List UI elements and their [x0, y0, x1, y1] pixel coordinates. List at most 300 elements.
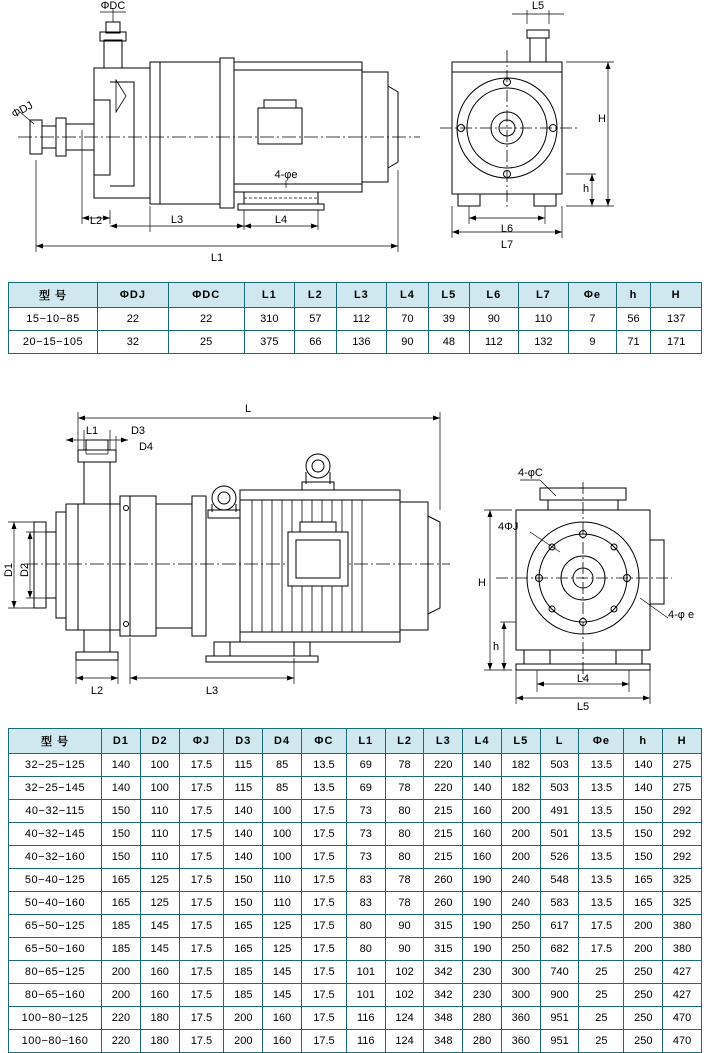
- cell: 145: [140, 938, 179, 961]
- cell: 160: [463, 800, 502, 823]
- label-h-upper: H: [598, 113, 606, 125]
- cell: 17.5: [179, 938, 224, 961]
- th-d4: D4: [263, 729, 302, 754]
- cell: 17.5: [301, 869, 346, 892]
- cell: 220: [424, 754, 463, 777]
- cell: 280: [463, 1030, 502, 1053]
- large-model-spec-table: [8, 728, 702, 1053]
- cell: 13.5: [579, 777, 624, 800]
- cell: 137: [651, 308, 702, 331]
- cell: 140: [224, 800, 263, 823]
- cell: 112: [470, 331, 519, 354]
- th-phi-e: Φe: [569, 283, 616, 308]
- cell: 140: [224, 846, 263, 869]
- cell: 17.5: [179, 754, 224, 777]
- cell: 25: [579, 961, 624, 984]
- th-l4: L4: [463, 729, 502, 754]
- cell: 32: [98, 331, 169, 354]
- cell: 90: [470, 308, 519, 331]
- cell: 39: [428, 308, 469, 331]
- cell: 951: [540, 1030, 579, 1053]
- cell: 215: [424, 846, 463, 869]
- cell: 165: [624, 869, 663, 892]
- cell: 165: [102, 869, 141, 892]
- cell: 57: [295, 308, 336, 331]
- cell: 145: [263, 984, 302, 1007]
- label-l2: L2: [90, 685, 104, 697]
- cell: 150: [102, 823, 141, 846]
- cell: 140: [102, 754, 141, 777]
- cell: 13.5: [579, 892, 624, 915]
- th-h-lower: h: [624, 729, 663, 754]
- cell: 13.5: [579, 823, 624, 846]
- cell: 78: [385, 754, 424, 777]
- large-pump-assembly-drawing: [0, 392, 710, 712]
- cell: 185: [102, 938, 141, 961]
- th-phi-c: ΦC: [301, 729, 346, 754]
- cell: 17.5: [179, 984, 224, 1007]
- cell: 250: [501, 938, 540, 961]
- th-h-lower: h: [616, 283, 651, 308]
- cell: 17.5: [301, 800, 346, 823]
- cell: 348: [424, 1030, 463, 1053]
- cell: 25: [579, 1030, 624, 1053]
- cell: 25: [168, 331, 244, 354]
- cell: 182: [501, 777, 540, 800]
- cell: 110: [140, 800, 179, 823]
- cell: 200: [501, 823, 540, 846]
- label-phi-dj: ΦDJ: [9, 99, 36, 121]
- cell: 17.5: [179, 915, 224, 938]
- label-l6: L6: [500, 223, 514, 235]
- cell: 200: [624, 938, 663, 961]
- table-header-row: [9, 729, 702, 754]
- cell: 48: [428, 331, 469, 354]
- cell: 80: [346, 915, 385, 938]
- cell: 682: [540, 938, 579, 961]
- cell: 13.5: [579, 846, 624, 869]
- cell: 165: [624, 892, 663, 915]
- cell: 116: [346, 1030, 385, 1053]
- cell: 275: [663, 754, 702, 777]
- cell: 115: [224, 777, 263, 800]
- label-4-phi-e: 4-φ e: [668, 609, 695, 621]
- cell-model: 100−80−125: [9, 1007, 102, 1030]
- cell: 526: [540, 846, 579, 869]
- cell: 150: [624, 846, 663, 869]
- cell: 240: [501, 869, 540, 892]
- th-phi-j: ΦJ: [179, 729, 224, 754]
- cell: 292: [663, 823, 702, 846]
- th-l3: L3: [424, 729, 463, 754]
- cell: 69: [346, 777, 385, 800]
- cell: 325: [663, 892, 702, 915]
- cell: 73: [346, 823, 385, 846]
- cell: 150: [102, 800, 141, 823]
- cell: 124: [385, 1030, 424, 1053]
- label-d4: D4: [138, 441, 154, 453]
- cell: 110: [140, 846, 179, 869]
- label-l5: L5: [531, 0, 545, 12]
- cell: 17.5: [301, 984, 346, 1007]
- label-d2: D2: [19, 562, 31, 578]
- label-4-phi-e: 4-φe: [274, 169, 298, 181]
- cell: 90: [385, 938, 424, 961]
- cell: 73: [346, 846, 385, 869]
- cell: 200: [224, 1007, 263, 1030]
- label-d3: D3: [130, 425, 146, 437]
- table-header-row: [9, 283, 702, 308]
- cell: 25: [579, 984, 624, 1007]
- th-phi-dc: ΦDC: [168, 283, 244, 308]
- small-model-spec-table: [8, 282, 702, 354]
- cell: 13.5: [579, 754, 624, 777]
- cell: 200: [501, 800, 540, 823]
- table-row: [9, 823, 702, 846]
- cell: 17.5: [301, 915, 346, 938]
- cell: 90: [387, 331, 428, 354]
- cell: 124: [385, 1007, 424, 1030]
- cell: 325: [663, 869, 702, 892]
- th-d3: D3: [224, 729, 263, 754]
- cell: 145: [263, 961, 302, 984]
- cell: 100: [263, 823, 302, 846]
- table-row: [9, 892, 702, 915]
- cell: 160: [463, 823, 502, 846]
- cell: 150: [224, 892, 263, 915]
- cell: 250: [624, 1030, 663, 1053]
- cell: 140: [102, 777, 141, 800]
- label-l2: L2: [89, 215, 103, 227]
- cell: 150: [624, 823, 663, 846]
- cell: 310: [244, 308, 295, 331]
- cell: 101: [346, 961, 385, 984]
- th-phi-dj: ΦDJ: [98, 283, 169, 308]
- label-l7: L7: [500, 239, 514, 251]
- cell-model: 100−80−160: [9, 1030, 102, 1053]
- cell: 116: [346, 1007, 385, 1030]
- cell: 951: [540, 1007, 579, 1030]
- cell: 73: [346, 800, 385, 823]
- cell: 100: [263, 800, 302, 823]
- cell: 80: [385, 800, 424, 823]
- cell: 200: [102, 984, 141, 1007]
- cell: 70: [387, 308, 428, 331]
- cell: 78: [385, 892, 424, 915]
- cell: 470: [663, 1007, 702, 1030]
- cell: 375: [244, 331, 295, 354]
- cell: 501: [540, 823, 579, 846]
- label-h-lower: h: [492, 641, 500, 653]
- cell: 491: [540, 800, 579, 823]
- cell: 215: [424, 823, 463, 846]
- cell: 80: [385, 823, 424, 846]
- cell: 220: [424, 777, 463, 800]
- cell: 150: [224, 869, 263, 892]
- cell: 125: [140, 892, 179, 915]
- cell: 100: [140, 777, 179, 800]
- cell: 17.5: [179, 846, 224, 869]
- cell: 300: [501, 961, 540, 984]
- cell: 17.5: [179, 823, 224, 846]
- cell: 85: [263, 777, 302, 800]
- label-l1: L1: [85, 425, 99, 437]
- table-row: [9, 846, 702, 869]
- cell: 78: [385, 777, 424, 800]
- th-h-upper: H: [651, 283, 702, 308]
- label-h-lower: h: [582, 183, 590, 195]
- cell-model: 32−25−145: [9, 777, 102, 800]
- cell: 17.5: [301, 1030, 346, 1053]
- cell: 200: [102, 961, 141, 984]
- cell: 102: [385, 961, 424, 984]
- cell: 250: [624, 984, 663, 1007]
- cell: 380: [663, 938, 702, 961]
- label-4-phi-c: 4-φC: [518, 467, 543, 479]
- cell: 115: [224, 754, 263, 777]
- cell: 470: [663, 1030, 702, 1053]
- cell: 250: [501, 915, 540, 938]
- table-row: [9, 961, 702, 984]
- cell: 200: [624, 915, 663, 938]
- table-row: [9, 777, 702, 800]
- th-phi-e: Φe: [579, 729, 624, 754]
- cell-model: 65−50−125: [9, 915, 102, 938]
- th-l2: L2: [385, 729, 424, 754]
- cell: 427: [663, 961, 702, 984]
- cell-model: 15−10−85: [9, 308, 98, 331]
- cell: 275: [663, 777, 702, 800]
- cell: 78: [385, 869, 424, 892]
- cell: 140: [463, 754, 502, 777]
- cell: 22: [98, 308, 169, 331]
- cell: 342: [424, 961, 463, 984]
- cell: 100: [140, 754, 179, 777]
- cell: 315: [424, 915, 463, 938]
- cell: 342: [424, 984, 463, 1007]
- cell: 185: [224, 961, 263, 984]
- th-l: L: [540, 729, 579, 754]
- th-l1: L1: [244, 283, 295, 308]
- cell: 112: [336, 308, 387, 331]
- cell: 90: [385, 915, 424, 938]
- cell-model: 65−50−160: [9, 938, 102, 961]
- label-l1: L1: [210, 252, 224, 264]
- cell: 260: [424, 869, 463, 892]
- cell: 583: [540, 892, 579, 915]
- th-d1: D1: [102, 729, 141, 754]
- label-l5: L5: [576, 701, 590, 712]
- cell-model: 80−65−125: [9, 961, 102, 984]
- cell: 83: [346, 892, 385, 915]
- cell: 190: [463, 892, 502, 915]
- cell: 617: [540, 915, 579, 938]
- label-d1: D1: [3, 562, 15, 578]
- cell: 160: [263, 1007, 302, 1030]
- cell: 17.5: [301, 892, 346, 915]
- cell: 125: [263, 915, 302, 938]
- cell: 110: [263, 892, 302, 915]
- cell: 165: [102, 892, 141, 915]
- cell: 427: [663, 984, 702, 1007]
- cell: 220: [102, 1030, 141, 1053]
- cell: 85: [263, 754, 302, 777]
- cell: 83: [346, 869, 385, 892]
- cell: 230: [463, 984, 502, 1007]
- cell-model: 40−32−115: [9, 800, 102, 823]
- cell: 160: [140, 984, 179, 1007]
- cell: 125: [263, 938, 302, 961]
- table-row: [9, 800, 702, 823]
- cell: 360: [501, 1030, 540, 1053]
- cell: 200: [501, 846, 540, 869]
- cell: 220: [102, 1007, 141, 1030]
- cell: 25: [579, 1007, 624, 1030]
- table-row: [9, 331, 702, 354]
- table-row: [9, 938, 702, 961]
- cell: 17.5: [179, 961, 224, 984]
- th-l6: L6: [470, 283, 519, 308]
- cell: 190: [463, 938, 502, 961]
- cell: 165: [224, 938, 263, 961]
- small-pump-assembly-drawing: [0, 0, 710, 268]
- th-l2: L2: [295, 283, 336, 308]
- cell: 503: [540, 777, 579, 800]
- table-row: [9, 984, 702, 1007]
- table-row: [9, 1030, 702, 1053]
- cell: 17.5: [579, 938, 624, 961]
- cell: 140: [624, 754, 663, 777]
- cell: 71: [616, 331, 651, 354]
- cell: 101: [346, 984, 385, 1007]
- cell: 17.5: [179, 1007, 224, 1030]
- cell: 110: [518, 308, 569, 331]
- cell: 292: [663, 800, 702, 823]
- cell-model: 40−32−160: [9, 846, 102, 869]
- cell: 66: [295, 331, 336, 354]
- cell: 17.5: [301, 823, 346, 846]
- cell: 136: [336, 331, 387, 354]
- cell: 180: [140, 1030, 179, 1053]
- cell: 80: [385, 846, 424, 869]
- label-l3: L3: [170, 214, 184, 226]
- cell: 9: [569, 331, 616, 354]
- cell: 380: [663, 915, 702, 938]
- cell: 69: [346, 754, 385, 777]
- cell: 17.5: [301, 961, 346, 984]
- cell: 56: [616, 308, 651, 331]
- cell: 160: [263, 1030, 302, 1053]
- cell: 80: [346, 938, 385, 961]
- cell: 230: [463, 961, 502, 984]
- cell: 360: [501, 1007, 540, 1030]
- cell: 150: [102, 846, 141, 869]
- cell-model: 50−40−160: [9, 892, 102, 915]
- cell: 250: [624, 961, 663, 984]
- cell: 180: [140, 1007, 179, 1030]
- cell-model: 32−25−125: [9, 754, 102, 777]
- cell: 171: [651, 331, 702, 354]
- cell: 17.5: [301, 938, 346, 961]
- cell: 348: [424, 1007, 463, 1030]
- cell: 13.5: [301, 777, 346, 800]
- cell: 160: [463, 846, 502, 869]
- cell-model: 50−40−125: [9, 869, 102, 892]
- cell: 240: [501, 892, 540, 915]
- th-l5: L5: [501, 729, 540, 754]
- table-row: [9, 869, 702, 892]
- cell: 17.5: [179, 869, 224, 892]
- cell: 13.5: [301, 754, 346, 777]
- label-l4: L4: [576, 673, 590, 685]
- cell: 548: [540, 869, 579, 892]
- cell: 140: [463, 777, 502, 800]
- label-phi-dc: ΦDC: [100, 0, 126, 12]
- cell: 250: [624, 1007, 663, 1030]
- th-l5: L5: [428, 283, 469, 308]
- th-l4: L4: [387, 283, 428, 308]
- table-row: [9, 915, 702, 938]
- cell: 110: [140, 823, 179, 846]
- cell: 17.5: [579, 915, 624, 938]
- cell: 315: [424, 938, 463, 961]
- cell: 22: [168, 308, 244, 331]
- cell: 160: [140, 961, 179, 984]
- cell: 150: [624, 800, 663, 823]
- cell: 292: [663, 846, 702, 869]
- label-l4: L4: [274, 214, 288, 226]
- label-4-phi-j: 4ΦJ: [498, 521, 519, 533]
- cell: 145: [140, 915, 179, 938]
- cell: 280: [463, 1007, 502, 1030]
- th-d2: D2: [140, 729, 179, 754]
- cell: 215: [424, 800, 463, 823]
- cell: 110: [263, 869, 302, 892]
- th-l7: L7: [518, 283, 569, 308]
- cell: 185: [102, 915, 141, 938]
- cell: 125: [140, 869, 179, 892]
- cell: 140: [624, 777, 663, 800]
- cell: 300: [501, 984, 540, 1007]
- cell: 140: [224, 823, 263, 846]
- label-l3: L3: [205, 685, 219, 697]
- cell: 185: [224, 984, 263, 1007]
- th-h-upper: H: [663, 729, 702, 754]
- cell: 17.5: [301, 846, 346, 869]
- cell-model: 40−32−145: [9, 823, 102, 846]
- cell: 13.5: [579, 800, 624, 823]
- cell-model: 20−15−105: [9, 331, 98, 354]
- table-row: [9, 1007, 702, 1030]
- table-row: [9, 754, 702, 777]
- cell: 190: [463, 915, 502, 938]
- th-model: 型 号: [9, 729, 102, 754]
- cell: 17.5: [179, 800, 224, 823]
- cell: 190: [463, 869, 502, 892]
- cell: 17.5: [179, 777, 224, 800]
- cell: 900: [540, 984, 579, 1007]
- th-l3: L3: [336, 283, 387, 308]
- cell-model: 80−65−160: [9, 984, 102, 1007]
- cell: 260: [424, 892, 463, 915]
- cell: 740: [540, 961, 579, 984]
- cell: 102: [385, 984, 424, 1007]
- cell: 100: [263, 846, 302, 869]
- label-h-upper: H: [478, 577, 486, 589]
- th-l1: L1: [346, 729, 385, 754]
- cell: 182: [501, 754, 540, 777]
- cell: 17.5: [179, 1030, 224, 1053]
